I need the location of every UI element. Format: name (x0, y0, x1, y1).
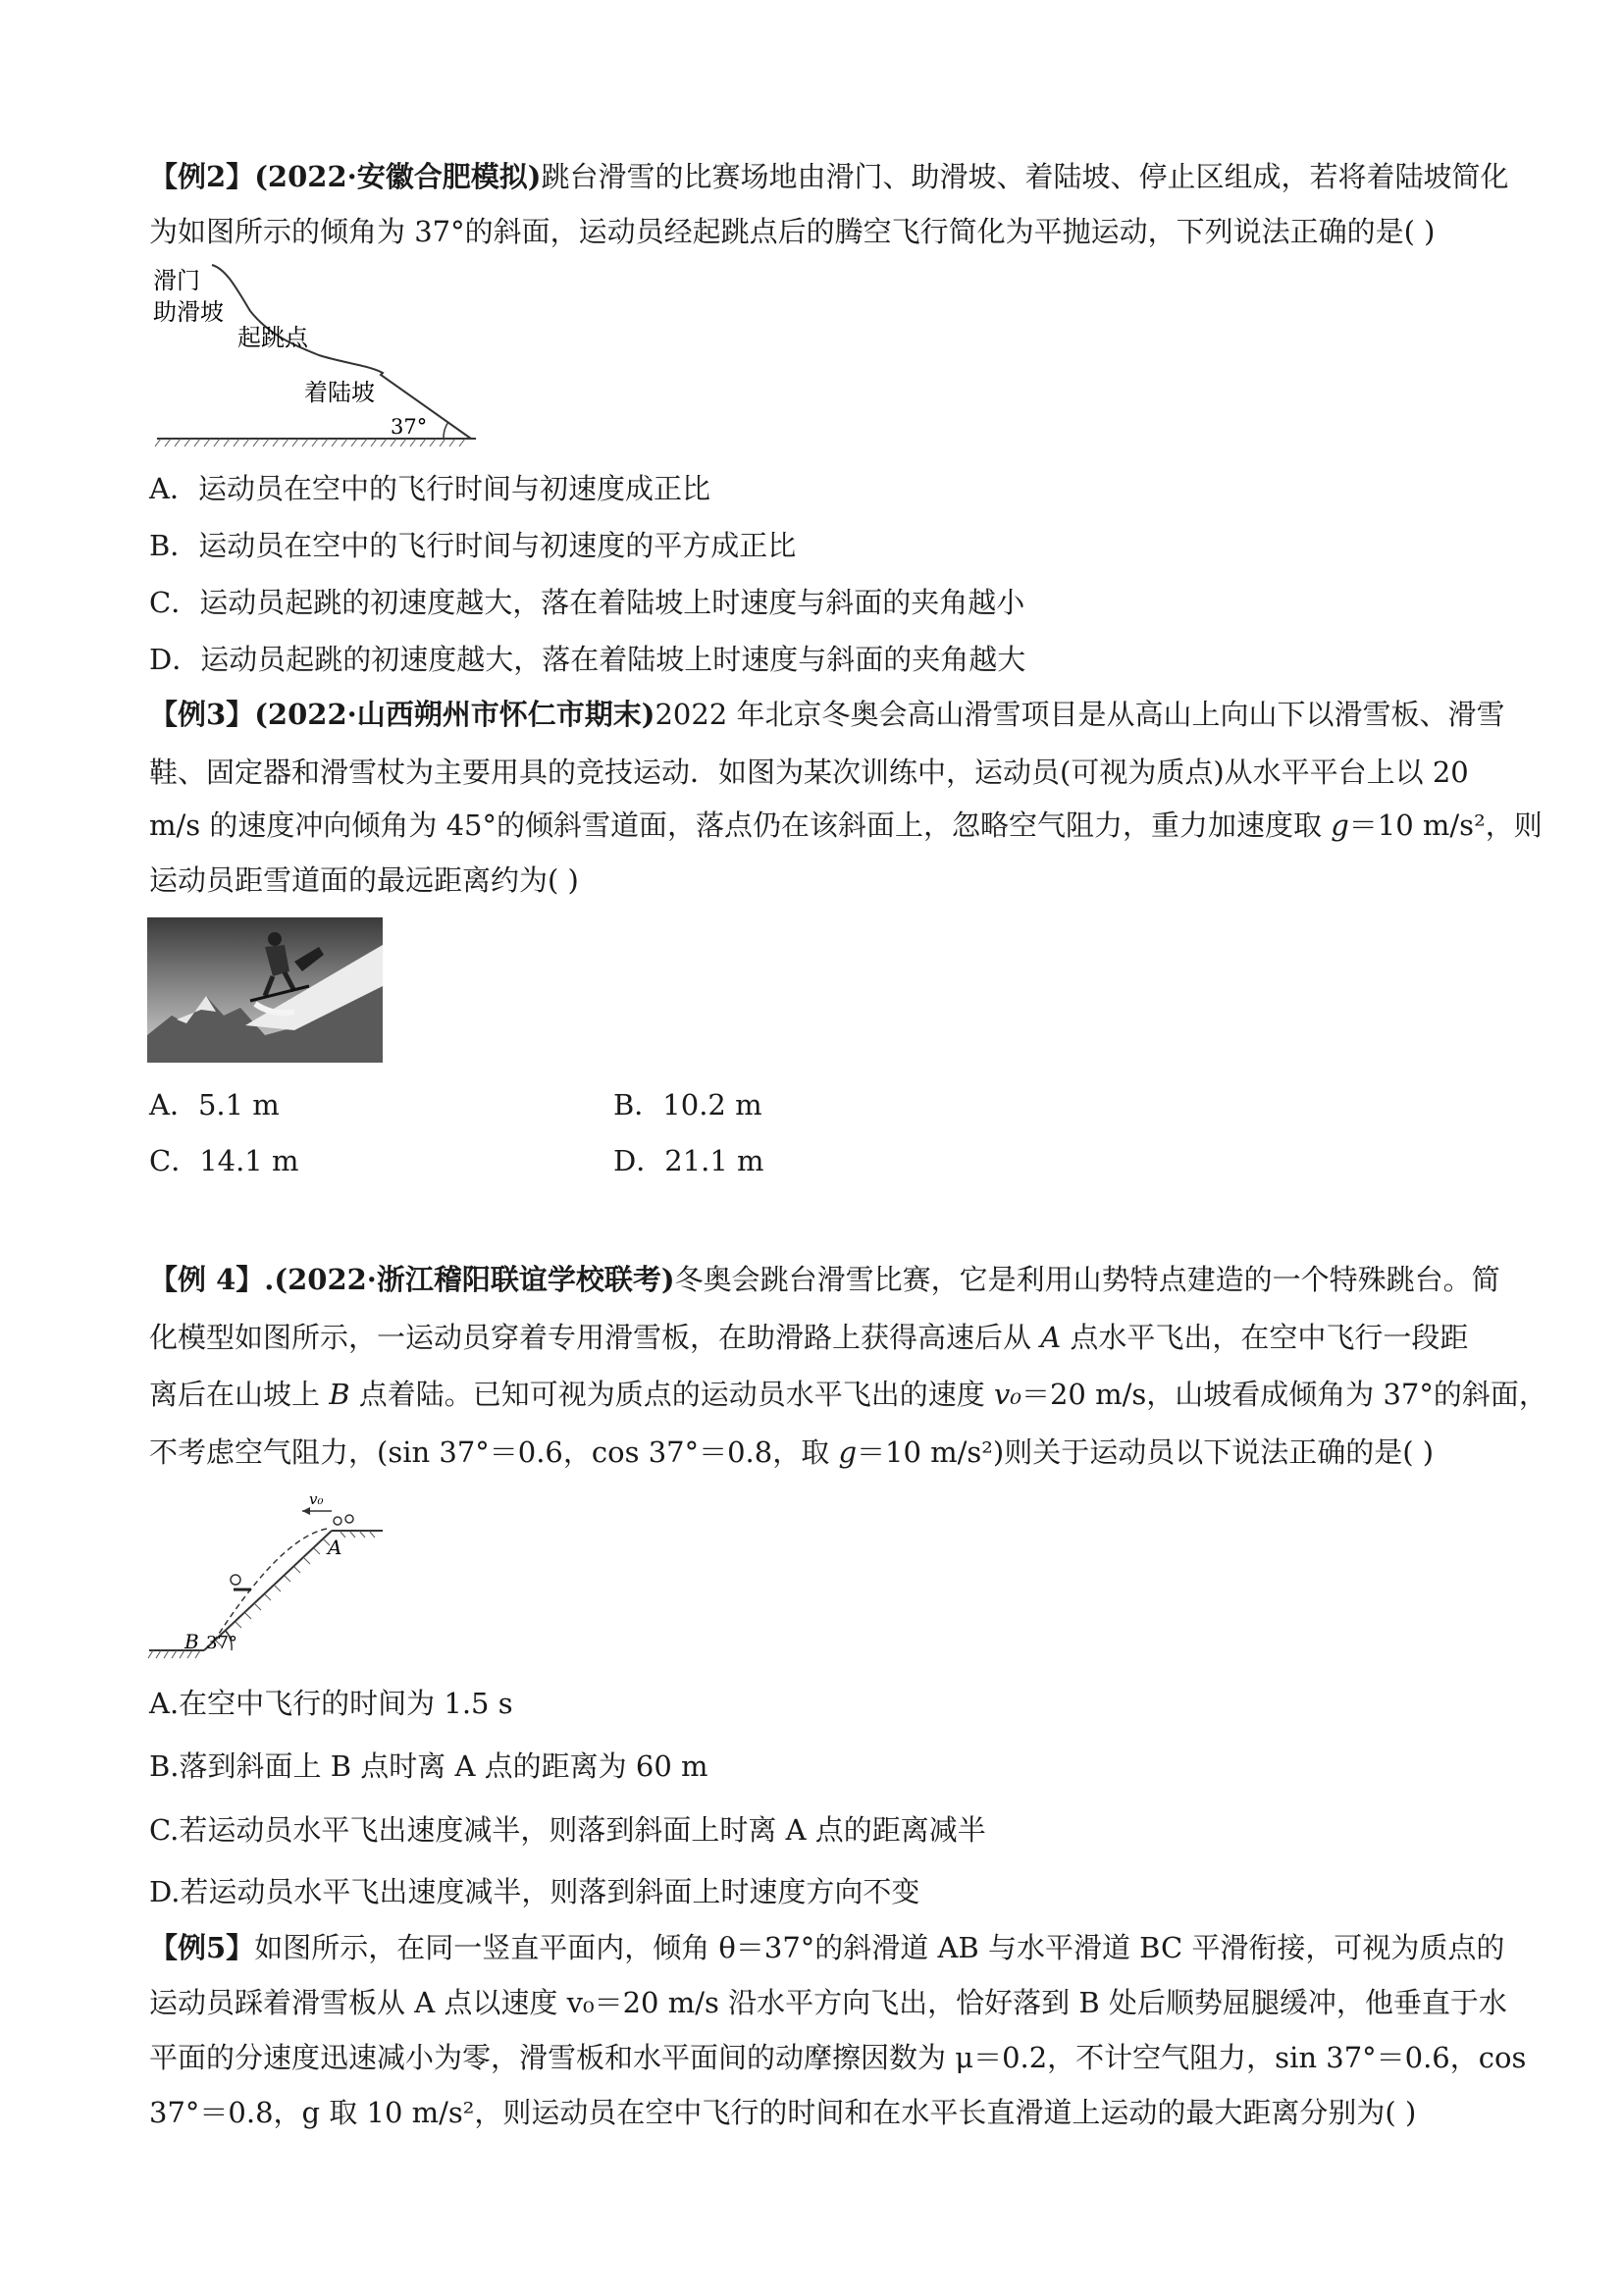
ex3-source: (2022·山西朔州市怀仁市期末) (254, 698, 655, 731)
ex4-text-4b: ＝10 m/s²)则关于运动员以下说法正确的是( ) (857, 1435, 1435, 1469)
ex4-text-3a: 离后在山坡上 (149, 1378, 330, 1411)
ex2-label-takeoff: 起跳点 (237, 324, 308, 351)
ex2-line-2: 为如图所示的倾角为 37°的斜面，运动员经起跳点后的腾空飞行简化为平抛运动，下列说法正确的是( ) (149, 215, 1436, 248)
ex4-line-2 (149, 1318, 1484, 1357)
ex2-label-runway: 助滑坡 (153, 298, 224, 326)
ex2-label-angle: 37° (391, 415, 428, 439)
ex4-slope-figure (145, 1491, 391, 1668)
ex4-text-3c: ＝20 m/s，山坡看成倾角为 37°的斜面， (1021, 1378, 1547, 1411)
ex3-skier-photo (147, 917, 383, 1063)
ex3-option-c: C．14.1 m (149, 1144, 299, 1177)
ex5-tag: 【例5】 (149, 1931, 255, 1964)
ex3-line-1 (149, 695, 1505, 734)
ex5-text-1: 如图所示，在同一竖直平面内，倾角 θ＝37°的斜滑道 AB 与水平滑道 BC 平滑衔接，可视为质点的 (254, 1931, 1505, 1964)
ex2-label-gate: 滑门 (153, 267, 200, 294)
ex4-text-1: 冬奥会跳台滑雪比赛，它是利用山势特点建造的一个特殊跳台。简 (674, 1263, 1500, 1296)
ex4-symbol-v0: v₀ (993, 1378, 1021, 1411)
ex3-option-b: B．10.2 m (613, 1088, 762, 1122)
ex4-tag: 【例 4】 (149, 1263, 265, 1296)
ex2-text-1: 跳台滑雪的比赛场地由滑门、助滑坡、着陆坡、停止区组成，若将着陆坡简化 (541, 160, 1509, 193)
ex4-line-1 (149, 1260, 1500, 1299)
ex3-text-3b: ＝10 m/s²，则 (1348, 809, 1543, 842)
ex4-text-2a: 化模型如图所示，一运动员穿着专用滑雪板，在助滑路上获得高速后从 (149, 1321, 1041, 1354)
ex5-line-4: 37°＝0.8，g 取 10 m/s²，则运动员在空中飞行的时间和在水平长直滑道上运动的最大距离分别为( ) (149, 2096, 1417, 2129)
ex4-source: .(2022·浙江稽阳联谊学校联考) (264, 1263, 675, 1296)
ex3-text-3a: m/s 的速度冲向倾角为 45°的倾斜雪道面，落点仍在该斜面上，忽略空气阻力，重力加速度取 (149, 809, 1332, 842)
ex3-option-d: D．21.1 m (613, 1144, 764, 1177)
ex4-line-3 (149, 1375, 1547, 1414)
ex4-option-c: C.若运动员水平飞出速度减半，则落到斜面上时离 A 点的距离减半 (149, 1813, 986, 1847)
ex3-option-a: A．5.1 m (149, 1088, 280, 1122)
ex2-option-d: D．运动员起跳的初速度越大，落在着陆坡上时速度与斜面的夹角越大 (149, 643, 1026, 676)
ex2-option-b: B．运动员在空中的飞行时间与初速度的平方成正比 (149, 529, 797, 562)
ex4-label-angle: 37° (206, 1633, 237, 1653)
ex3-text-1: 2022 年北京冬奥会高山滑雪项目是从高山上向山下以滑雪板、滑雪 (654, 698, 1505, 731)
ex3-tag: 【例3】 (149, 698, 255, 731)
ex4-line-4 (149, 1433, 1484, 1472)
ex3-line-2: 鞋、固定器和滑雪杖为主要用具的竞技运动．如图为某次训练中，运动员(可视为质点)从水平平台上以 20 (149, 756, 1469, 789)
ex4-label-v0: v₀ (309, 1491, 324, 1508)
ex4-symbol-a: A (1040, 1321, 1062, 1354)
ex5-line-1 (149, 1928, 1505, 1967)
ex5-line-2: 运动员踩着滑雪板从 A 点以速度 v₀＝20 m/s 沿水平方向飞出，恰好落到 B 处后顺势屈腿缓冲，他垂直于水 (149, 1986, 1507, 2019)
ex4-label-b: B (184, 1630, 199, 1653)
ex2-option-a: A．运动员在空中的飞行时间与初速度成正比 (149, 472, 710, 505)
ex2-ski-jump-figure (147, 257, 491, 458)
ex4-text-3b: 点着陆。已知可视为质点的运动员水平飞出的速度 (349, 1378, 994, 1411)
ex4-text-4a: 不考虑空气阻力，(sin 37°＝0.6，cos 37°＝0.8，取 (149, 1435, 839, 1469)
ex3-symbol-g: g (1331, 809, 1349, 842)
ex2-option-c: C．运动员起跳的初速度越大，落在着陆坡上时速度与斜面的夹角越小 (149, 586, 1025, 619)
ex3-line-4: 运动员距雪道面的最远距离约为( ) (149, 863, 579, 897)
ex2-label-landing: 着陆坡 (304, 379, 375, 406)
ex2-source: (2022·安徽合肥模拟) (254, 160, 542, 193)
ex4-option-b: B.落到斜面上 B 点时离 A 点的距离为 60 m (149, 1749, 708, 1783)
ex5-line-3: 平面的分速度迅速减小为零，滑雪板和水平面间的动摩擦因数为 μ＝0.2，不计空气阻力，sin 37°＝0.6，cos (149, 2041, 1527, 2074)
ex2-line-1 (149, 157, 1509, 196)
ex4-option-d: D.若运动员水平飞出速度减半，则落到斜面上时速度方向不变 (149, 1875, 920, 1908)
ex2-tag: 【例2】 (149, 160, 255, 193)
ex4-symbol-b: B (329, 1378, 350, 1411)
ex4-symbol-g: g (838, 1435, 858, 1469)
ex4-text-2b: 点水平飞出，在空中飞行一段距 (1061, 1321, 1469, 1354)
ex4-option-a: A.在空中飞行的时间为 1.5 s (149, 1687, 513, 1720)
ex4-label-a: A (328, 1536, 342, 1559)
ex3-line-3 (149, 806, 1543, 845)
